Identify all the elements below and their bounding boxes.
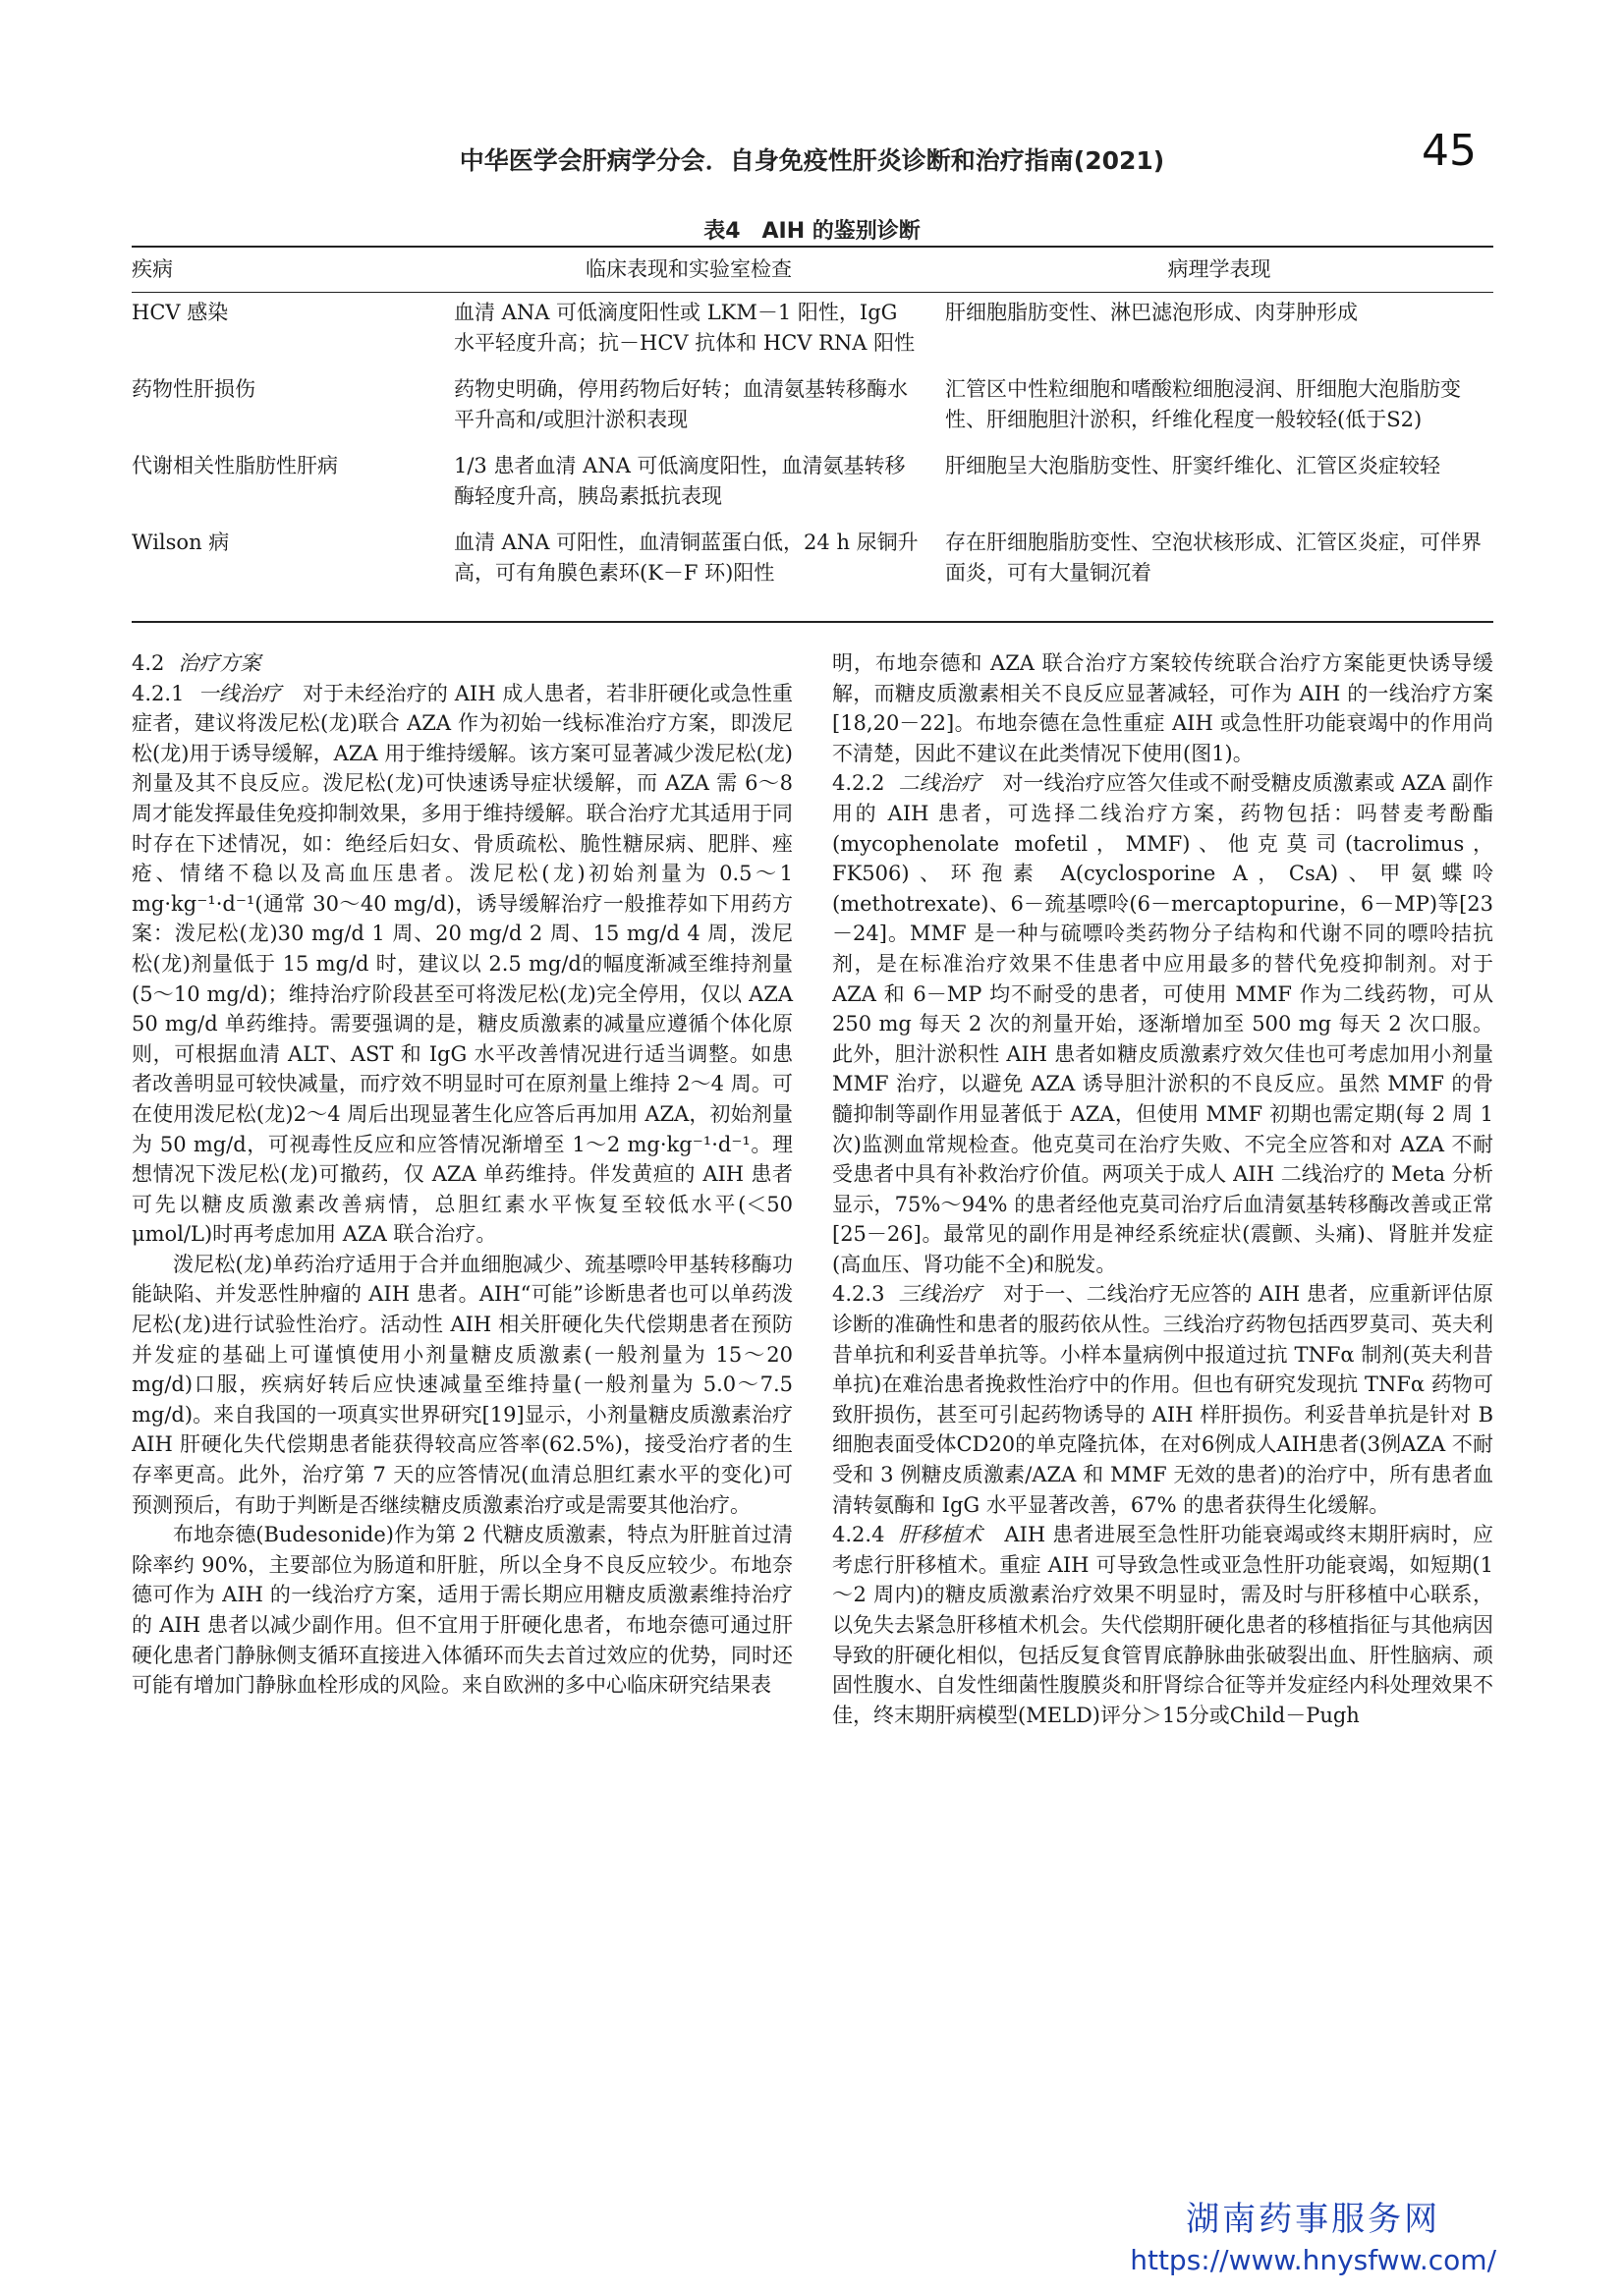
paragraph: 泼尼松(龙)单药治疗适用于合并血细胞减少、巯基嘌呤甲基转移酶功能缺陷、并发恶性肿瘤的 AIH 患者。AIH“可能”诊断患者也可以单药泼尼松(龙)进行试验性治疗。活动性 AIH 相关肝硬化失代偿期患者在预防并发症的基础上可谨慎使用小剂量糖皮质激素(一般剂量为 15～20 mg/d)口服，疾病好转后应快速减量至维持量(一般剂量为 5.0～7.5 mg/d)。来自我国的一项真实世界研究[19]显示，小剂量糖皮质激素治疗 AIH 肝硬化失代偿期患者能获得较高应答率(62.5%)，接受治疗者的生存率更高。此外，治疗第 7 天的应答情况(血清总胆红素水平的变化)可预测预后，有助于判断是否继续糖皮质激素治疗或是需要其他治疗。: [132, 1252, 793, 1517]
section-number: 4.2: [132, 651, 165, 675]
section-title: 肝移植术: [898, 1523, 983, 1547]
section-title: 一线治疗: [197, 681, 282, 705]
page-number: 45: [1422, 126, 1477, 176]
header-pathology: 病理学表现: [1167, 257, 1271, 281]
paragraph-text: 对于一、二线治疗无应答的 AIH 患者，应重新评估原诊断的准确性和患者的服药依从性。三线治疗药物包括西罗莫司、英夫利昔单抗和利妥昔单抗等。小样本量病例中报道过抗 TNFα 制剂(英夫利昔单抗)在难治患者挽救性治疗中的作用。但也有研究发现抗 TNFα 药物可致肝损伤，甚至可引起药物诱导的 AIH 样肝损伤。利妥昔单抗是针对 B 细胞表面受体CD20的单克隆抗体，在对6例成人AIH患者(3例AZA 不耐受和 3 例糖皮质激素/AZA 和 MMF 无效的患者)的治疗中，所有患者血清转氨酶和 IgG 水平显著改善，67% 的患者获得生化缓解。: [832, 1282, 1494, 1517]
watermark-url: https://www.hnysfww.com/: [1130, 2244, 1496, 2276]
section-title: 治疗方案: [178, 651, 261, 675]
cell-clinical: 1/3 患者血清 ANA 可低滴度阳性，血清氨基转移酶轻度升高，胰岛素抵抗表现: [454, 454, 906, 508]
cell-clinical: 血清 ANA 可阳性，血清铜蓝蛋白低，24 h 尿铜升高，可有角膜色素环(K－F 环)阳性: [454, 531, 919, 585]
section-number: 4.2.4: [832, 1523, 885, 1547]
section-title: 三线治疗: [898, 1282, 982, 1307]
paragraph-text: 对于未经治疗的 AIH 成人患者，若非肝硬化或急性重症者，建议将泼尼松(龙)联合 AZA 作为初始一线标准治疗方案，即泼尼松(龙)用于诱导缓解，AZA 用于维持缓解。该方案可显著减少泼尼松(龙)剂量及其不良反应。泼尼松(龙)可快速诱导症状缓解，而 AZA 需 6～8 周才能发挥最佳免疫抑制效果，多用于维持缓解。联合治疗尤其适用于同时存在下述情况，如：绝经后妇女、骨质疏松、脆性糖尿病、肥胖、痤疮、情绪不稳以及高血压患者。泼尼松(龙)初始剂量为 0.5～1 mg·kg⁻¹·d⁻¹(通常 30～40 mg/d)，诱导缓解治疗一般推荐如下用药方案：泼尼松(龙)30 mg/d 1 周、20 mg/d 2 周、15 mg/d 4 周，泼尼松(龙)剂量低于 15 mg/d 时，建议以 2.5 mg/d的幅度渐减至维持剂量(5～10 mg/d)；维持治疗阶段甚至可将泼尼松(龙)完全停用，仅以 AZA 50 mg/d 单药维持。需要强调的是，糖皮质激素的减量应遵循个体化原则，可根据血清 ALT、AST 和 IgG 水平改善情况进行适当调整。如患者改善明显可较快减量，而疗效不明显时可在原剂量上维持 2～4 周。可在使用泼尼松(龙)2～4 周后出现显著生化应答后再加用 AZA，初始剂量为 50 mg/d，可视毒性反应和应答情况渐增至 1～2 mg·kg⁻¹·d⁻¹。理想情况下泼尼松(龙)可撤药，仅 AZA 单药维持。伴发黄疸的 AIH 患者可先以糖皮质激素改善病情，总胆红素水平恢复至较低水平(＜50 μmol/L)时再考虑加用 AZA 联合治疗。: [132, 681, 794, 1247]
paragraph-continued: 明，布地奈德和 AZA 联合治疗方案较传统联合治疗方案能更快诱导缓解，而糖皮质激素相关不良反应显著减轻，可作为 AIH 的一线治疗方案[18,20－22]。布地奈德在急性重症 AIH 或急性肝功能衰竭中的作用尚不清楚，因此不建议在此类情况下使用(图1)。: [832, 651, 1493, 765]
header-clinical: 临床表现和实验室检查: [586, 257, 792, 281]
section-number: 4.2.3: [832, 1282, 885, 1307]
cell-pathology: 肝细胞呈大泡脂肪变性、肝窦纤维化、汇管区炎症较轻: [945, 454, 1440, 477]
paragraph: 布地奈德(Budesonide)作为第 2 代糖皮质激素，特点为肝脏首过清除率约 90%，主要部位为肠道和肝脏，所以全身不良反应较少。布地奈德可作为 AIH 的一线治疗方案，适用于需长期应用糖皮质激素维持治疗的 AIH 患者以减少副作用。但不宜用于肝硬化患者，布地奈德可通过肝硬化患者门静脉侧支循环直接进入体循环而失去首过效应的优势，同时还可能有增加门静脉血栓形成的风险。来自欧洲的多中心临床研究结果表: [132, 1523, 793, 1698]
table-row: [132, 445, 1493, 522]
table-row: [132, 522, 1493, 598]
paragraph-4-2-4: [832, 1520, 1493, 1730]
table-bottom-rule: [132, 621, 1493, 623]
cell-disease: Wilson 病: [132, 531, 230, 554]
section-title: 二线治疗: [898, 771, 981, 796]
watermark-site-name: 湖南药事服务网: [1186, 2200, 1441, 2239]
cell-clinical: 药物史明确，停用药物后好转；血清氨基转移酶水平升高和/或胆汁淤积表现: [454, 377, 908, 431]
cell-pathology: 汇管区中性粒细胞和嗜酸粒细胞浸润、肝细胞大泡脂肪变性、肝细胞胆汁淤积，纤维化程度一般较轻(低于S2): [945, 377, 1461, 431]
table-header-row: [132, 248, 1493, 292]
cell-disease: HCV 感染: [132, 301, 229, 324]
header-disease: 疾病: [132, 257, 173, 281]
paragraph-text: 对一线治疗应答欠佳或不耐受糖皮质激素或 AZA 副作用的 AIH 患者，可选择二线治疗方案，药物包括：吗替麦考酚酯(mycophenolate mofetil，MMF)、他克莫司(tacrolimus，FK506)、环孢素 A(cyclosporine A，CsA)、甲氨蝶呤(methotrexate)、6－巯基嘌呤(6－mercaptopurine，6－MP)等[23－24]。MMF 是一种与硫嘌呤类药物分子结构和代谢不同的嘌呤拮抗剂，是在标准治疗效果不佳患者中应用最多的替代免疫抑制剂。对于 AZA 和 6－MP 均不耐受的患者，可使用 MMF 作为二线药物，可从 250 mg 每天 2 次的剂量开始，逐渐增加至 500 mg 每天 2 次口服。此外，胆汁淤积性 AIH 患者如糖皮质激素疗效欠佳也可考虑加用小剂量 MMF 治疗，以避免 AZA 诱导胆汁淤积的不良反应。虽然 MMF 的骨髓抑制等副作用显著低于 AZA，但使用 MMF 初期也需定期(每 2 周 1 次)监测血常规检查。他克莫司在治疗失败、不完全应答和对 AZA 不耐受患者中具有补救治疗价值。两项关于成人 AIH 二线治疗的 Meta 分析显示，75%～94% 的患者经他克莫司治疗后血清氨基转移酶改善或正常[25－26]。最常见的副作用是神经系统症状(震颤、头痛)、肾脏并发症(高血压、肾功能不全)和脱发。: [832, 771, 1494, 1276]
paragraph-4-2-3: [832, 1279, 1493, 1520]
section-number: 4.2.2: [832, 771, 885, 796]
cell-pathology: 存在肝细胞脂肪变性、空泡状核形成、汇管区炎症，可伴界面炎，可有大量铜沉着: [945, 531, 1482, 585]
article-body: [132, 648, 1493, 2122]
section-number: 4.2.1: [132, 681, 185, 705]
section-heading-4-2: [132, 648, 793, 679]
table-row: [132, 368, 1493, 445]
journal-title: 中华医学会肝病学分会．自身免疫性肝炎诊断和治疗指南(2021): [459, 146, 1165, 175]
cell-disease: 代谢相关性脂肪性肝病: [132, 454, 338, 477]
paragraph-text: AIH 患者进展至急性肝功能衰竭或终末期肝病时，应考虑行肝移植术。重症 AIH 可导致急性或亚急性肝功能衰竭，如短期(1～2 周内)的糖皮质激素治疗效果不明显时，需及时与肝移植中心联系，以免失去紧急肝移植术机会。失代偿期肝硬化患者的移植指征与其他病因导致的肝硬化相似，包括反复食管胃底静脉曲张破裂出血、肝性脑病、顽固性腹水、自发性细菌性腹膜炎和肝肾综合征等并发症经内科处理效果不佳，终末期肝病模型(MELD)评分＞15分或Child－Pugh: [832, 1523, 1494, 1727]
differential-diagnosis-table: [132, 248, 1493, 598]
table-row: [132, 292, 1493, 368]
left-column: [132, 648, 793, 1701]
site-watermark: [1130, 2197, 1496, 2279]
paragraph-4-2-2: [832, 768, 1493, 1279]
table-caption: 表4 AIH 的鉴别诊断: [703, 219, 921, 244]
cell-pathology: 肝细胞脂肪变性、淋巴滤泡形成、肉芽肿形成: [945, 301, 1358, 324]
cell-clinical: 血清 ANA 可低滴度阳性或 LKM－1 阳性，IgG 水平轻度升高；抗－HCV 抗体和 HCV RNA 阳性: [454, 301, 916, 355]
right-column: [832, 648, 1493, 1730]
paragraph-4-2-1: [132, 679, 793, 1250]
page-header: [0, 126, 1624, 185]
cell-disease: 药物性肝损伤: [132, 377, 255, 401]
